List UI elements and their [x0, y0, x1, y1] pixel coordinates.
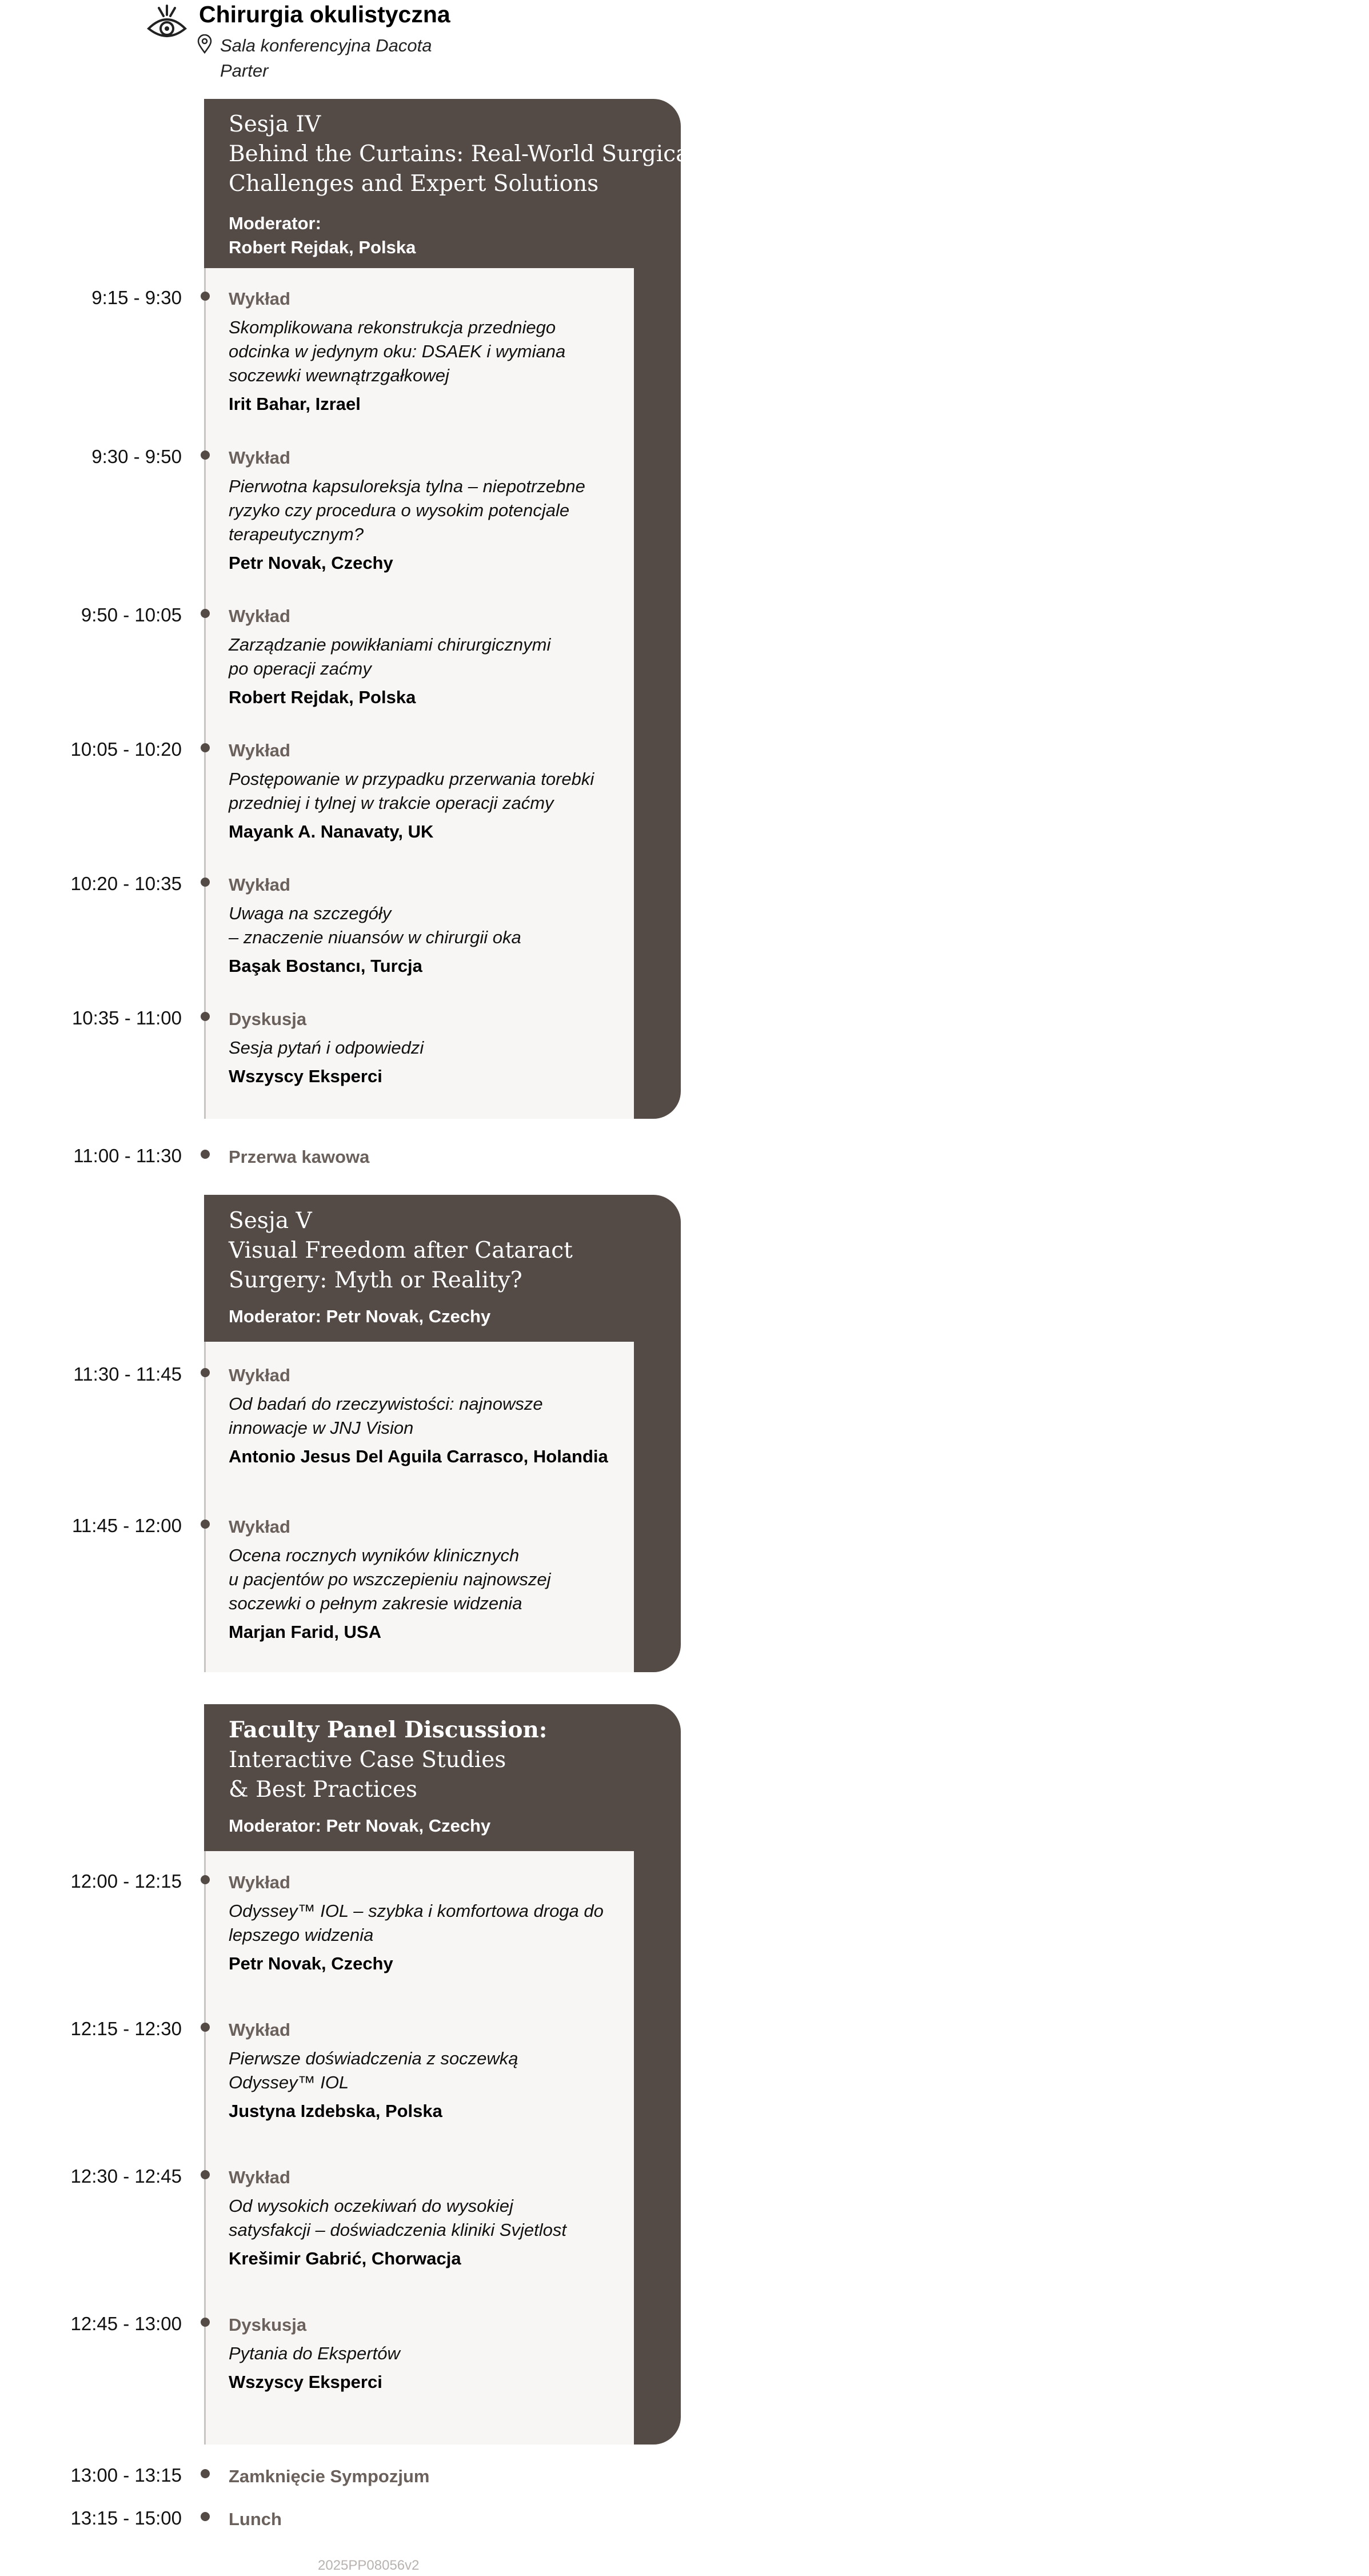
map-pin-icon: [197, 34, 212, 54]
item-speaker: Petr Novak, Czechy: [229, 1953, 393, 1973]
item-title: Postępowanie w przypadku przerwania torebki przedniej i tylnej w trakcie operacji zaćmy: [229, 769, 594, 813]
break-time: 13:00 - 13:15: [70, 2465, 182, 2486]
item-type: Wykład: [229, 448, 290, 468]
timeline-dot: [201, 2023, 210, 2032]
agenda-item: [229, 1363, 608, 1469]
location-room: Sala konferencyjna Dacota: [220, 35, 432, 55]
timeline-dot: [201, 2318, 210, 2327]
agenda-item: [229, 446, 585, 575]
item-time: 9:50 - 10:05: [81, 604, 182, 625]
item-title: Ocena rocznych wyników klinicznych u pacjentów po wszczepieniu najnowszej soczewki o pełnym zakresie widzenia: [229, 1545, 551, 1613]
item-title: Skomplikowana rekonstrukcja przedniego odcinka w jedynym oku: DSAEK i wymiana soczewki wewnątrzgałkowej: [229, 317, 566, 385]
item-time: 10:20 - 10:35: [70, 873, 182, 894]
session-header: [229, 1206, 573, 1329]
page-title: Chirurgia okulistyczna: [199, 1, 450, 27]
timeline-dot: [201, 1875, 210, 1884]
item-speaker: Robert Rejdak, Polska: [229, 687, 416, 707]
session-subtitle-line: Challenges and Expert Solutions: [229, 171, 599, 197]
session-label: Faculty Panel Discussion:: [229, 1717, 548, 1743]
location-floor: Parter: [220, 61, 269, 81]
session-label: Sesja IV: [229, 111, 321, 137]
agenda-item: [229, 873, 521, 978]
session-header: [229, 110, 696, 260]
item-title: Sesja pytań i odpowiedzi: [229, 1038, 424, 1058]
item-speaker: Wszyscy Eksperci: [229, 1066, 382, 1086]
document-code: 2025PP08056v2: [318, 2558, 420, 2573]
timeline-dot: [201, 1368, 210, 1377]
session-moderator: [229, 212, 696, 260]
item-title: Zarządzanie powikłaniami chirurgicznymi po operacji zaćmy: [229, 635, 551, 679]
timeline-dot: [201, 878, 210, 887]
agenda-item: [229, 739, 594, 844]
agenda-item: [229, 2018, 518, 2123]
session-label: Sesja V: [229, 1208, 312, 1234]
session-moderator: Moderator: Petr Novak, Czechy: [229, 1816, 491, 1836]
timeline-dot: [201, 2170, 210, 2179]
agenda-item: [229, 287, 565, 416]
item-type: Wykład: [229, 1517, 290, 1537]
break-time: 11:00 - 11:30: [73, 1145, 182, 1166]
session-moderator: Moderator: Petr Novak, Czechy: [229, 1306, 491, 1326]
eye-icon: [146, 3, 187, 45]
session-subtitle-line: Surgery: Myth or Reality?: [229, 1267, 522, 1293]
break-label: Lunch: [229, 2509, 282, 2529]
item-type: Wykład: [229, 1872, 290, 1892]
item-type: Dyskusja: [229, 1009, 307, 1029]
timeline-dot: [201, 609, 210, 618]
item-type: Wykład: [229, 1365, 290, 1385]
timeline-dot: [201, 292, 210, 301]
break-time: 13:15 - 15:00: [70, 2507, 182, 2529]
item-type: Wykład: [229, 875, 290, 895]
item-title: Od badań do rzeczywistości: najnowsze innowacje w JNJ Vision: [229, 1394, 543, 1438]
session-subtitle-line: Visual Freedom after Cataract: [229, 1238, 573, 1263]
item-type: Wykład: [229, 289, 290, 309]
item-time: 12:00 - 12:15: [70, 1871, 182, 1892]
item-time: 12:15 - 12:30: [70, 2018, 182, 2039]
item-time: 9:30 - 9:50: [91, 446, 182, 467]
item-time: 11:30 - 11:45: [73, 1363, 182, 1385]
timeline-dot: [201, 1012, 210, 1021]
moderator-name: Robert Rejdak, Polska: [229, 237, 416, 257]
item-speaker: Krešimir Gabrić, Chorwacja: [229, 2248, 461, 2268]
item-speaker: Marjan Farid, USA: [229, 1622, 381, 1642]
agenda-item: [229, 2313, 400, 2394]
item-speaker: Wszyscy Eksperci: [229, 2372, 382, 2392]
item-speaker: Irit Bahar, Izrael: [229, 394, 361, 414]
item-type: Wykład: [229, 740, 290, 760]
session-subtitle-line: Behind the Curtains: Real-World Surgical: [229, 141, 696, 167]
item-title: Odyssey™ IOL – szybka i komfortowa droga do lepszego widzenia: [229, 1901, 604, 1945]
item-speaker: Mayank A. Nanavaty, UK: [229, 822, 434, 842]
item-type: Dyskusja: [229, 2315, 307, 2335]
item-time: 12:30 - 12:45: [70, 2166, 182, 2187]
agenda-item: [229, 604, 550, 709]
agenda-item: [229, 2166, 566, 2271]
item-time: 10:35 - 11:00: [71, 1007, 182, 1028]
item-time: 11:45 - 12:00: [71, 1515, 182, 1536]
moderator-label: Moderator:: [229, 213, 321, 233]
timeline-dot: [201, 2512, 210, 2521]
item-speaker: Justyna Izdebska, Polska: [229, 2101, 442, 2121]
item-time: 9:15 - 9:30: [91, 287, 182, 308]
agenda-item: [229, 1007, 424, 1088]
session-header: [229, 1715, 547, 1838]
agenda-item: [229, 1871, 604, 1976]
item-title: Uwaga na szczegóły – znaczenie niuansów w chirurgii oka: [229, 903, 521, 947]
item-speaker: Petr Novak, Czechy: [229, 553, 393, 573]
item-time: 12:45 - 13:00: [70, 2313, 182, 2334]
item-type: Wykład: [229, 606, 290, 626]
timeline-dot: [201, 743, 210, 752]
item-speaker: Başak Bostancı, Turcja: [229, 956, 422, 976]
item-speaker: Antonio Jesus Del Aguila Carrasco, Holandia: [229, 1446, 608, 1466]
break-label: Przerwa kawowa: [229, 1147, 370, 1167]
timeline-dot: [201, 450, 210, 460]
item-title: Pytania do Ekspertów: [229, 2343, 400, 2363]
item-time: 10:05 - 10:20: [70, 739, 182, 760]
session-subtitle-line: Interactive Case Studies: [229, 1747, 506, 1773]
item-title: Od wysokich oczekiwań do wysokiej satysfakcji – doświadczenia kliniki Svjetlost: [229, 2196, 566, 2240]
timeline-dot: [201, 1520, 210, 1529]
session-subtitle-line: & Best Practices: [229, 1777, 417, 1803]
timeline-dot: [201, 1150, 210, 1159]
agenda-item: [229, 1515, 551, 1644]
item-title: Pierwotna kapsuloreksja tylna – niepotrzebne ryzyko czy procedura o wysokim potencjale terapeutycznym?: [229, 476, 585, 544]
timeline-dot: [201, 2469, 210, 2478]
item-type: Wykład: [229, 2020, 290, 2040]
item-type: Wykład: [229, 2167, 290, 2187]
item-title: Pierwsze doświadczenia z soczewką Odyssey™ IOL: [229, 2048, 518, 2092]
break-label: Zamknięcie Sympozjum: [229, 2466, 430, 2486]
